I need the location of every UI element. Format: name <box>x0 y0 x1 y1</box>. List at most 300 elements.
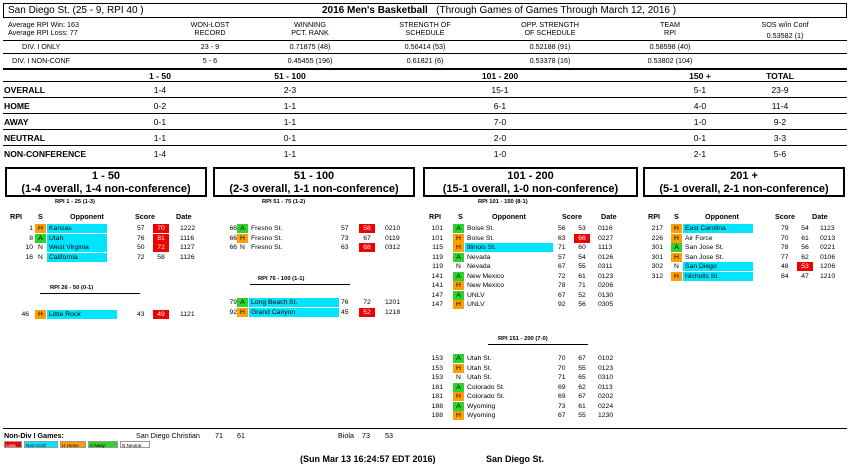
game-row <box>423 373 628 382</box>
game-location: N <box>35 243 46 252</box>
row-label: DIV. I ONLY <box>22 42 61 51</box>
col-header-rpi: RPI <box>10 212 22 221</box>
legend-swatch: A Away <box>88 441 118 448</box>
summary-cell: 5-1 <box>693 85 707 95</box>
tier-record: (1-4 overall, 1-4 non-conference) <box>21 183 191 195</box>
game-opp-rpi: 181 <box>431 383 443 391</box>
legend-swatch: H Home <box>60 441 86 448</box>
summary-row-label: HOME <box>4 101 30 111</box>
divider <box>3 53 847 54</box>
game-location: N <box>453 262 464 271</box>
game-opp-score: 58 <box>157 253 165 261</box>
col-rpi-l1: TEAM <box>660 20 680 29</box>
game-opp-rpi: 147 <box>431 301 443 308</box>
tier-range: 201 + <box>730 170 758 182</box>
game-row <box>423 291 628 300</box>
game-opp-rpi: 141 <box>431 272 443 280</box>
col-header-date: Date <box>601 212 617 221</box>
game-opp-score: 81 <box>153 234 169 243</box>
non-div-score: 73 <box>362 431 370 440</box>
game-opp-score: 67 <box>578 355 586 362</box>
divider <box>3 68 847 70</box>
game-opp-rpi: 188 <box>431 412 443 419</box>
summary-cell: 1-4 <box>153 149 167 159</box>
game-date: 0202 <box>598 393 614 400</box>
divider <box>250 284 350 285</box>
tier-box-101-200 <box>423 167 638 197</box>
game-opp-score: 70 <box>153 224 169 233</box>
row-label: DIV. I NON-CONF <box>12 56 71 65</box>
game-team-score: 69 <box>558 393 566 400</box>
game-team-score: 50 <box>137 244 145 251</box>
game-opp-rpi: 301 <box>651 253 663 261</box>
game-opp-score: 47 <box>801 272 809 280</box>
game-location: H <box>453 300 464 309</box>
game-location: H <box>35 224 46 233</box>
game-opp-score: 61 <box>578 272 586 280</box>
game-opp-score: 55 <box>578 364 586 372</box>
game-opponent: Long Beach St. <box>249 298 339 307</box>
game-team-score: 70 <box>781 234 789 242</box>
game-row <box>213 224 418 233</box>
divider <box>488 344 588 345</box>
game-location: H <box>671 253 682 262</box>
game-team-score: 45 <box>341 308 349 316</box>
game-location: A <box>35 234 46 243</box>
summary-cell: 9-2 <box>773 117 787 127</box>
game-opponent: Fresno St. <box>251 234 283 242</box>
game-row <box>213 298 418 307</box>
game-row <box>5 224 210 233</box>
game-team-score: 77 <box>781 253 789 261</box>
game-location: A <box>453 253 464 262</box>
game-opp-score: 60 <box>578 244 586 251</box>
game-date: 1126 <box>180 253 195 261</box>
summary-cell: 1-1 <box>283 101 297 111</box>
non-div-score: 71 <box>215 431 223 440</box>
game-opp-score: 62 <box>801 253 809 261</box>
game-opponent: Utah St. <box>467 374 492 381</box>
game-team-score: 71 <box>558 244 566 251</box>
game-opp-score: 55 <box>578 412 586 419</box>
game-date: 1230 <box>598 412 614 419</box>
game-location: H <box>453 281 464 290</box>
game-opp-score: 58 <box>359 224 375 233</box>
game-date: 1116 <box>180 234 195 242</box>
game-team-score: 73 <box>341 234 349 242</box>
game-opponent: Nevada <box>467 253 491 261</box>
non-div-score: 61 <box>237 431 245 440</box>
game-opp-rpi: 302 <box>651 263 663 270</box>
tier-range: 101 - 200 <box>507 170 554 182</box>
col-header-s: S <box>38 212 43 221</box>
game-opponent: Fresno St. <box>251 244 283 251</box>
non-div-score: 53 <box>385 431 393 440</box>
game-opp-rpi: 217 <box>651 225 663 232</box>
game-team-score: 71 <box>558 374 566 381</box>
game-team-score: 84 <box>781 272 789 280</box>
game-opp-score: 67 <box>363 234 371 242</box>
col-header-score: Score <box>562 212 582 221</box>
game-row <box>423 281 628 290</box>
summary-cell: 0-1 <box>153 117 167 127</box>
game-team-score: 76 <box>341 299 349 306</box>
divider <box>40 293 140 294</box>
game-date: 0113 <box>598 383 613 391</box>
col-header-opponent: Opponent <box>70 212 104 221</box>
stat-value: 0.53378 (16) <box>529 56 571 65</box>
game-date: 1206 <box>820 263 836 270</box>
col-header-rpi: RPI <box>648 212 660 221</box>
game-opponent: Utah St. <box>467 355 492 362</box>
summary-cell: 1-0 <box>493 149 507 159</box>
game-opponent: Nevada <box>467 263 491 270</box>
game-team-score: 78 <box>781 244 789 251</box>
game-date: 0123 <box>598 272 614 280</box>
game-opp-score: 56 <box>578 301 586 308</box>
game-row <box>643 262 848 271</box>
summary-cell: 1-1 <box>283 117 297 127</box>
page-title: 2016 Men's Basketball (Through Games of Games Through March 12, 2016 ) <box>322 5 677 16</box>
game-date: 1210 <box>820 272 836 280</box>
stat-value: 0.52188 (91) <box>529 42 571 51</box>
game-date: 1201 <box>385 299 401 306</box>
game-opp-score: 67 <box>578 393 586 400</box>
game-opp-score: 53 <box>797 262 813 271</box>
summary-cell: 1-1 <box>153 133 167 143</box>
game-team-score: 67 <box>558 291 566 299</box>
game-opp-rpi: 147 <box>431 291 443 299</box>
game-date: 0221 <box>820 244 836 251</box>
game-date: 0227 <box>598 234 614 242</box>
divider <box>3 81 847 82</box>
game-row <box>423 272 628 281</box>
game-team-score: 78 <box>558 282 566 289</box>
game-opp-score: 49 <box>153 310 169 319</box>
subgroup-label: RPI 1 - 25 (1-3) <box>55 199 95 205</box>
game-opponent: Colorado St. <box>467 383 505 391</box>
game-opp-score: 61 <box>801 234 809 242</box>
subgroup-label: RPI 76 - 100 (1-1) <box>258 276 305 282</box>
game-location: A <box>671 243 682 252</box>
game-row <box>423 402 628 411</box>
col-sosconf: SOS w/in Conf <box>761 20 809 29</box>
game-date: 1127 <box>180 244 195 251</box>
game-opponent: San Jose St. <box>685 253 724 261</box>
summary-cell: 23-9 <box>771 85 789 95</box>
tier-box-51-100 <box>213 167 415 197</box>
game-team-score: 72 <box>137 253 145 261</box>
game-opponent: West Virginia <box>47 243 107 252</box>
game-row <box>423 224 628 233</box>
generated-timestamp: (Sun Mar 13 16:24:57 EDT 2016) <box>300 454 436 464</box>
game-date: 0126 <box>598 253 614 261</box>
game-location: A <box>453 402 464 411</box>
game-row <box>643 243 848 252</box>
game-opp-rpi: 1 <box>29 225 33 232</box>
team-record: San Diego St. (25 - 9, RPI 40 ) <box>8 5 144 16</box>
summary-row-label: AWAY <box>4 117 29 127</box>
summary-cell: 6-1 <box>493 101 507 111</box>
game-location: A <box>453 272 464 281</box>
game-date: 0116 <box>598 225 613 232</box>
game-opp-score: 71 <box>578 282 586 289</box>
divider <box>3 97 847 98</box>
game-row <box>423 364 628 373</box>
summary-cell: 5-6 <box>773 149 787 159</box>
game-date: 0130 <box>598 291 614 299</box>
game-opp-rpi: 153 <box>431 355 443 362</box>
game-date: 1113 <box>598 244 613 251</box>
game-location: N <box>35 253 46 262</box>
game-opp-rpi: 46 <box>21 311 29 318</box>
game-location: H <box>671 234 682 243</box>
game-location: A <box>453 354 464 363</box>
game-opp-score: 62 <box>578 383 586 391</box>
game-location: H <box>671 272 682 281</box>
game-team-score: 56 <box>558 225 566 232</box>
game-opp-rpi: 141 <box>431 282 443 289</box>
header-bar <box>3 3 847 18</box>
game-opp-score: 68 <box>359 243 375 252</box>
game-row <box>643 224 848 233</box>
game-location: N <box>237 243 248 252</box>
game-opponent: Utah <box>47 234 107 243</box>
game-date: 1121 <box>180 311 195 318</box>
game-date: 0311 <box>598 263 613 270</box>
game-row <box>5 243 210 252</box>
game-opp-rpi: 66 <box>229 234 237 242</box>
game-row <box>5 234 210 243</box>
summary-cell: 0-2 <box>153 101 167 111</box>
col-wl-l2: RECORD <box>194 28 226 37</box>
game-opponent: Fresno St. <box>251 225 283 232</box>
game-location: N <box>671 262 682 271</box>
summary-header: TOTAL <box>766 71 794 81</box>
stat-value: 5 - 6 <box>202 56 218 65</box>
summary-header: 1 - 50 <box>149 71 171 81</box>
divider <box>3 428 847 429</box>
game-team-score: 63 <box>558 234 566 242</box>
game-location: H <box>671 224 682 233</box>
game-opp-score: 56 <box>801 244 809 251</box>
game-opp-rpi: 8 <box>29 234 33 242</box>
stat-value: 0.71875 (48) <box>289 42 331 51</box>
game-row <box>213 243 418 252</box>
game-team-score: 92 <box>558 301 566 308</box>
game-opp-rpi: 153 <box>431 364 443 372</box>
avg-rpi-win: Average RPI Win: 163 <box>8 20 79 29</box>
game-row <box>423 300 628 309</box>
game-opp-rpi: 10 <box>25 244 33 251</box>
game-opp-score: 72 <box>363 299 371 306</box>
through-date: (Through Games of Games Through March 12, 2016 ) <box>436 5 677 16</box>
game-opp-score: 54 <box>801 225 809 232</box>
game-date: 0106 <box>820 253 836 261</box>
summary-row-label: NEUTRAL <box>4 133 46 143</box>
subgroup-label: RPI 151 - 200 (7-0) <box>498 336 548 342</box>
summary-cell: 15-1 <box>491 85 509 95</box>
game-team-score: 67 <box>558 412 566 419</box>
game-date: 1222 <box>180 225 196 232</box>
game-opponent: UNLV <box>467 301 485 308</box>
divider <box>3 129 847 130</box>
summary-cell: 1-4 <box>153 85 167 95</box>
tier-range: 1 - 50 <box>91 170 121 182</box>
game-opponent: Kansas <box>47 224 107 233</box>
game-row <box>5 310 210 319</box>
game-location: A <box>453 383 464 392</box>
col-header-date: Date <box>176 212 192 221</box>
game-opp-rpi: 301 <box>651 244 663 251</box>
tier-range: 51 - 100 <box>293 170 335 182</box>
game-location: A <box>237 298 248 307</box>
game-opp-rpi: 153 <box>431 374 443 381</box>
subgroup-label: RPI 26 - 50 (0-1) <box>50 285 94 291</box>
col-osos-l1: OPP. STRENGTH <box>521 20 579 29</box>
game-row <box>643 253 848 262</box>
game-opp-rpi: 66 <box>229 225 237 232</box>
divider <box>3 40 847 41</box>
game-opp-score: 65 <box>578 374 586 381</box>
game-row <box>213 308 418 317</box>
game-location: A <box>453 291 464 300</box>
col-pct-l1: WINNING <box>294 20 326 29</box>
game-opponent: UNLV <box>467 291 485 299</box>
game-date: 0210 <box>385 225 401 232</box>
game-date: 1123 <box>820 225 835 232</box>
game-date: 0213 <box>820 234 836 242</box>
game-opp-rpi: 79 <box>229 299 237 306</box>
game-opponent: Colorado St. <box>467 393 505 400</box>
game-row <box>643 272 848 281</box>
game-location: N <box>453 373 464 382</box>
game-location: H <box>237 308 248 317</box>
game-date: 0119 <box>385 234 400 242</box>
tier-box-1-50 <box>5 167 207 197</box>
game-row <box>643 234 848 243</box>
summary-cell: 2-3 <box>283 85 297 95</box>
stat-value: 0.58598 (40) <box>649 42 691 51</box>
game-team-score: 67 <box>558 263 566 270</box>
tier-box-201-plus <box>643 167 845 197</box>
game-team-score: 57 <box>558 253 566 261</box>
footer-team: San Diego St. <box>486 454 545 464</box>
game-row <box>423 411 628 420</box>
game-opp-score: 66 <box>574 234 590 243</box>
summary-header: 150 + <box>689 71 711 81</box>
game-opponent: Wyoming <box>467 412 496 419</box>
summary-cell: 0-1 <box>693 133 707 143</box>
game-opp-rpi: 119 <box>432 263 443 270</box>
game-opponent: Little Rock <box>47 310 117 319</box>
game-opponent: San Diego <box>683 262 753 271</box>
game-row <box>5 253 210 262</box>
game-opp-rpi: 115 <box>432 244 443 251</box>
game-team-score: 57 <box>137 225 145 232</box>
game-opp-score: 53 <box>578 225 586 232</box>
game-opp-score: 61 <box>578 402 586 410</box>
game-team-score: 70 <box>558 355 566 362</box>
game-date: 1218 <box>385 308 401 316</box>
legend-swatch: N Neutral <box>120 441 150 448</box>
summary-cell: 3-3 <box>773 133 787 143</box>
game-team-score: 57 <box>341 225 349 232</box>
game-date: 0224 <box>598 402 614 410</box>
game-date: 0305 <box>598 301 614 308</box>
game-row <box>423 234 628 243</box>
non-div-opponent: Biola <box>338 431 354 440</box>
game-date: 0310 <box>598 374 614 381</box>
game-opp-rpi: 226 <box>651 234 663 242</box>
game-opp-rpi: 101 <box>431 234 443 242</box>
tier-record: (2-3 overall, 1-1 non-conference) <box>229 183 399 195</box>
summary-row-label: OVERALL <box>4 85 46 95</box>
stat-value: 0.45455 (196) <box>287 56 333 65</box>
summary-cell: 1-1 <box>283 149 297 159</box>
col-header-opponent: Opponent <box>705 212 739 221</box>
game-row <box>423 383 628 392</box>
col-wl-l1: WON-LOST <box>190 20 230 29</box>
summary-cell: 0-1 <box>283 133 297 143</box>
game-row <box>423 253 628 262</box>
game-team-score: 48 <box>781 263 789 270</box>
divider <box>3 113 847 114</box>
game-opp-score: 72 <box>153 243 169 252</box>
game-row <box>423 243 628 252</box>
game-opponent: Boise St. <box>467 234 495 242</box>
stat-value: 0.61821 (6) <box>406 56 444 65</box>
game-opp-rpi: 16 <box>25 253 33 261</box>
game-opp-rpi: 66 <box>229 244 237 251</box>
game-opp-rpi: 181 <box>431 393 443 400</box>
game-opponent: Air Force <box>685 234 713 242</box>
col-osos-l2: OF SCHEDULE <box>524 28 576 37</box>
game-opponent: Illinois St. <box>465 243 553 252</box>
col-sos-l2: SCHEDULE <box>405 28 445 37</box>
legend-swatch: Non-Conf <box>24 441 58 448</box>
sos-conf-value: 0.53582 (1) <box>766 31 804 40</box>
game-opp-score: 55 <box>578 263 586 270</box>
tier-record: (15-1 overall, 1-0 non-conference) <box>442 183 619 195</box>
col-header-rpi: RPI <box>429 212 441 221</box>
game-team-score: 72 <box>558 272 566 280</box>
game-team-score: 70 <box>558 364 566 372</box>
avg-rpi-loss: Average RPI Loss: 77 <box>8 28 78 37</box>
game-row <box>213 234 418 243</box>
game-opponent: East Carolina <box>683 224 753 233</box>
game-row <box>423 354 628 363</box>
col-header-date: Date <box>812 212 828 221</box>
game-location: H <box>453 243 464 252</box>
col-header-s: S <box>674 212 679 221</box>
game-location: H <box>453 411 464 420</box>
summary-header: 51 - 100 <box>274 71 306 81</box>
game-team-score: 79 <box>781 225 789 232</box>
game-location: H <box>453 392 464 401</box>
col-header-s: S <box>458 212 463 221</box>
non-div-label: Non-Div I Games: <box>4 431 64 440</box>
game-team-score: 73 <box>558 402 566 410</box>
game-opponent: Boise St. <box>467 225 495 232</box>
col-sos-l1: STRENGTH OF <box>399 20 451 29</box>
col-header-score: Score <box>775 212 795 221</box>
game-opp-score: 52 <box>359 308 375 317</box>
game-opponent: Grand Canyon <box>249 308 339 317</box>
game-opponent: Wyoming <box>467 402 496 410</box>
game-date: 0102 <box>598 355 614 362</box>
col-rpi-l2: RPI <box>664 28 676 37</box>
